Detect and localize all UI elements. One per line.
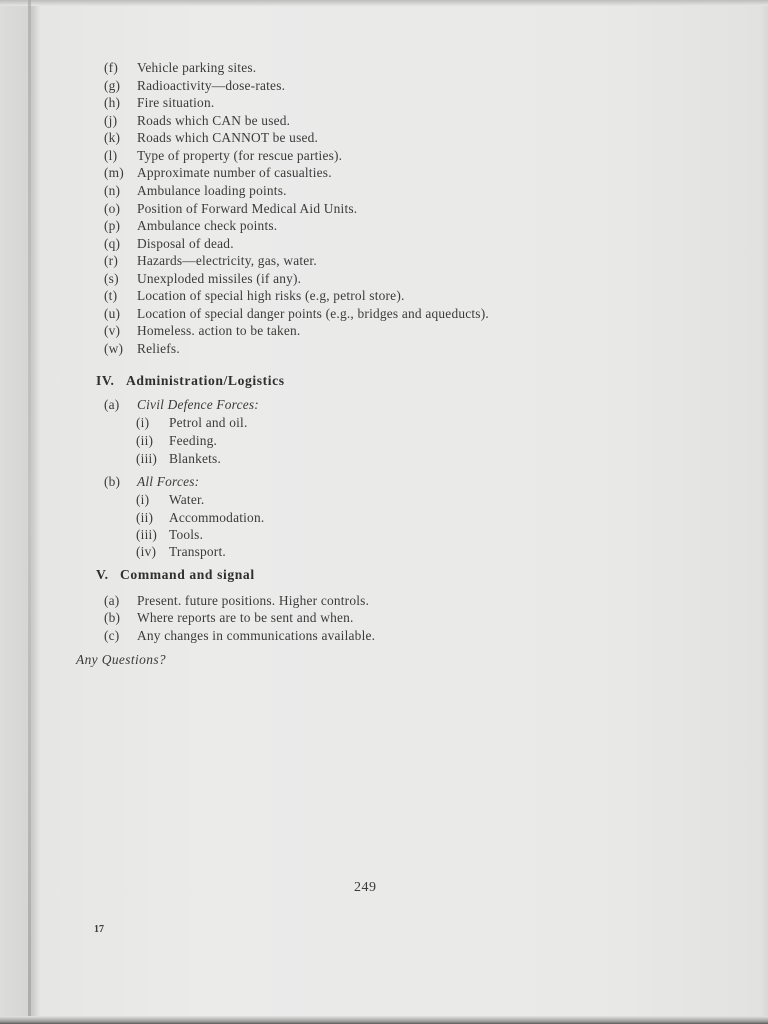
item-label: (h) <box>104 95 121 110</box>
section-title: Administration/Logistics <box>126 373 285 388</box>
item-label: (r) <box>104 253 118 268</box>
item-label: (i) <box>136 415 150 430</box>
list-item <box>104 340 180 357</box>
item-text: Petrol and oil. <box>169 415 248 430</box>
item-text: Disposal of dead. <box>137 236 234 251</box>
list-item <box>104 305 489 322</box>
item-label: (j) <box>104 113 118 128</box>
list-item <box>104 270 301 287</box>
signature-mark: 17 <box>94 924 104 935</box>
item-label: (u) <box>104 306 121 321</box>
item-label: (l) <box>104 148 118 163</box>
list-item <box>136 543 226 560</box>
item-text: Position of Forward Medical Aid Units. <box>137 201 358 216</box>
list-item <box>104 627 375 644</box>
subsection-title: All Forces: <box>137 474 200 489</box>
item-text: Where reports are to be sent and when. <box>137 610 354 625</box>
item-text: Ambulance loading points. <box>137 183 287 198</box>
item-text: Hazards—electricity, gas, water. <box>137 253 317 268</box>
list-item <box>136 450 221 467</box>
item-label: (a) <box>104 593 120 608</box>
subsection-b <box>104 473 199 490</box>
list-item <box>136 491 204 508</box>
item-label: (v) <box>104 323 121 338</box>
item-label: (ii) <box>136 510 154 525</box>
item-label: (c) <box>104 628 120 643</box>
list-item <box>136 414 248 431</box>
item-label: (f) <box>104 60 118 75</box>
item-text: Reliefs. <box>137 341 180 356</box>
item-label: (o) <box>104 201 121 216</box>
item-label: (q) <box>104 236 121 251</box>
item-text: Radioactivity—dose-rates. <box>137 78 286 93</box>
section-number: V. <box>96 567 109 582</box>
list-item <box>104 287 405 304</box>
item-label: (m) <box>104 165 124 180</box>
item-label: (t) <box>104 288 118 303</box>
item-text: Present. future positions. Higher controls. <box>137 593 370 608</box>
section-title: Command and signal <box>120 567 255 582</box>
item-text: Feeding. <box>169 433 218 448</box>
item-text: Accommodation. <box>169 510 265 525</box>
item-text: Blankets. <box>169 451 222 466</box>
item-text: Type of property (for rescue parties). <box>137 148 343 163</box>
list-item <box>136 509 264 526</box>
list-item <box>136 432 217 449</box>
item-label: (i) <box>136 492 150 507</box>
list-item <box>104 182 287 199</box>
list-item <box>104 235 234 252</box>
list-item <box>104 77 285 94</box>
item-text: Ambulance check points. <box>137 218 278 233</box>
subsection-label: (b) <box>104 474 121 489</box>
item-label: (s) <box>104 271 119 286</box>
item-label: (iii) <box>136 451 158 466</box>
item-text: Fire situation. <box>137 95 215 110</box>
list-item <box>104 592 369 609</box>
item-label: (iii) <box>136 527 158 542</box>
page-top-edge <box>0 0 768 6</box>
item-text: Roads which CANNOT be used. <box>137 130 319 145</box>
list-item <box>104 164 332 181</box>
section-heading-v <box>96 567 255 583</box>
item-text: Any changes in communications available. <box>137 628 376 643</box>
item-text: Unexploded missiles (if any). <box>137 271 302 286</box>
list-item <box>104 129 318 146</box>
item-label: (k) <box>104 130 121 145</box>
subsection-label: (a) <box>104 397 120 412</box>
item-label: (w) <box>104 341 124 356</box>
item-text: Vehicle parking sites. <box>137 60 257 75</box>
item-text: Transport. <box>169 544 226 559</box>
list-item <box>104 252 317 269</box>
list-item <box>104 322 300 339</box>
list-item <box>104 200 357 217</box>
list-item <box>104 112 290 129</box>
item-text: Approximate number of casualties. <box>137 165 332 180</box>
item-text: Tools. <box>169 527 204 542</box>
item-text: Roads which CAN be used. <box>137 113 291 128</box>
subsection-a <box>104 396 259 413</box>
list-item <box>136 526 203 543</box>
binding-gutter <box>28 0 31 1024</box>
item-label: (b) <box>104 610 121 625</box>
item-text: Location of special high risks (e.g, petrol store). <box>137 288 405 303</box>
list-item <box>104 59 256 76</box>
item-label: (ii) <box>136 433 154 448</box>
section-heading-iv <box>96 373 285 389</box>
item-label: (iv) <box>136 544 157 559</box>
subsection-title: Civil Defence Forces: <box>137 397 259 412</box>
item-label: (p) <box>104 218 121 233</box>
page-bottom-edge <box>0 1016 768 1024</box>
closing-questions: Any Questions? <box>76 652 167 667</box>
item-text: Homeless. action to be taken. <box>137 323 301 338</box>
list-item <box>104 147 342 164</box>
item-text: Location of special danger points (e.g., bridges and aqueducts). <box>137 306 489 321</box>
list-item <box>104 94 214 111</box>
item-label: (n) <box>104 183 121 198</box>
list-item <box>104 217 277 234</box>
page-number: 249 <box>354 880 377 895</box>
item-text: Water. <box>169 492 205 507</box>
list-item <box>104 609 354 626</box>
item-label: (g) <box>104 78 121 93</box>
section-number: IV. <box>96 373 115 388</box>
